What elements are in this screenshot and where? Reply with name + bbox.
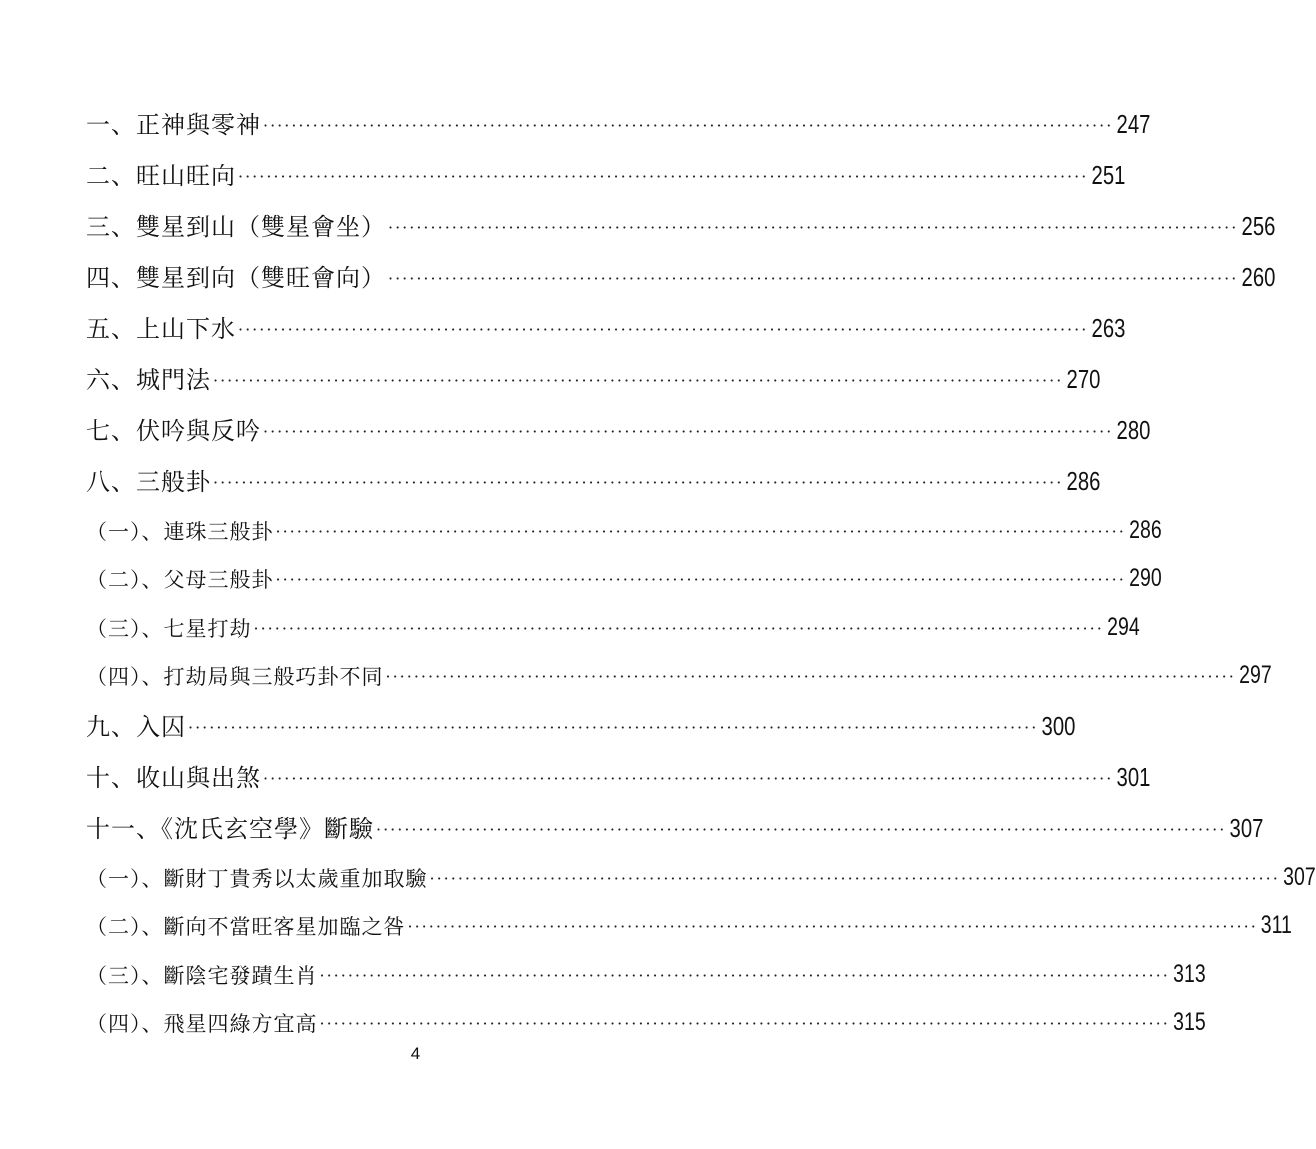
- toc-entry-title: （二）、斷向不當旺客星加臨之咎: [86, 915, 406, 939]
- toc-subentry: [86, 640, 1272, 689]
- toc-entry-title: 一、正神與零神: [86, 111, 261, 139]
- toc-dot-leader: ························································································································: [253, 618, 1104, 638]
- toc-dot-leader: ························································································································: [275, 570, 1126, 589]
- toc-entry: [86, 188, 1276, 241]
- toc-entry-title: 三、雙星到山（雙星會坐）: [86, 213, 386, 241]
- toc-dot-leader: ························································································································: [429, 868, 1280, 888]
- toc-dot-leader: ························································································································: [238, 167, 1089, 186]
- toc-entry: [86, 688, 1076, 741]
- toc-entry-page: 307: [1282, 862, 1316, 891]
- toc-entry-page: 313: [1172, 959, 1206, 988]
- toc-entry-title: （二）、父母三般卦: [86, 568, 274, 592]
- toc-dot-leader: ························································································································: [407, 917, 1258, 936]
- toc-subentry: [86, 987, 1206, 1036]
- toc-entry-title: 五、上山下水: [86, 315, 236, 343]
- page-number: 4: [410, 1044, 421, 1063]
- toc-entry: [86, 739, 1151, 792]
- toc-entry-page: 297: [1238, 661, 1272, 689]
- toc-entry-title: （三）、斷陰宅發蹟生肖: [86, 963, 318, 988]
- toc-entry-page: 280: [1116, 415, 1151, 445]
- toc-entry-page: 290: [1128, 564, 1162, 592]
- toc-entry: [86, 443, 1101, 496]
- toc-entry-title: 六、城門法: [86, 366, 211, 394]
- toc-subentry: [86, 543, 1162, 592]
- toc-dot-leader: ························································································································: [213, 371, 1064, 390]
- toc-entry-title: 八、三般卦: [86, 468, 211, 496]
- toc-entry-page: 260: [1241, 262, 1276, 292]
- toc-entry-title: 十一、《沈氏玄空學》斷驗: [86, 815, 374, 843]
- table-of-contents: [86, 86, 1316, 1036]
- toc-entry-page: 294: [1106, 612, 1140, 641]
- toc-dot-leader: ························································································································: [238, 320, 1089, 339]
- toc-dot-leader: ························································································································: [319, 1014, 1170, 1033]
- toc-entry-title: 九、入囚: [86, 713, 186, 741]
- toc-entry-title: （四）、飛星四綠方宜高: [86, 1012, 318, 1036]
- toc-entry: [86, 341, 1101, 394]
- toc-dot-leader: ························································································································: [376, 820, 1227, 839]
- toc-entry: [86, 239, 1276, 292]
- toc-dot-leader: ························································································································: [188, 718, 1039, 737]
- toc-entry-page: 301: [1116, 762, 1151, 792]
- toc-entry-title: 二、旺山旺向: [86, 162, 236, 190]
- toc-entry-title: （四）、打劫局與三般巧卦不同: [86, 665, 384, 689]
- toc-entry-title: （一）、斷財丁貴秀以太歲重加取驗: [86, 866, 428, 891]
- toc-entry-page: 300: [1041, 711, 1076, 741]
- toc-entry-page: 286: [1128, 515, 1162, 544]
- toc-subentry: [86, 494, 1162, 544]
- toc-dot-leader: ························································································································: [388, 218, 1239, 237]
- toc-dot-leader: ························································································································: [275, 521, 1126, 541]
- toc-entry-page: 263: [1091, 313, 1126, 343]
- toc-dot-leader: ························································································································: [263, 116, 1114, 135]
- toc-entry-page: 251: [1091, 160, 1126, 190]
- toc-dot-leader: ························································································································: [385, 667, 1236, 686]
- toc-entry-page: 307: [1229, 813, 1264, 843]
- toc-entry-title: 四、雙星到向（雙旺會向）: [86, 264, 386, 292]
- toc-dot-leader: ························································································································: [213, 473, 1064, 492]
- toc-entry: [86, 392, 1151, 445]
- toc-entry-page: 286: [1066, 466, 1101, 496]
- toc-subentry: [86, 841, 1316, 891]
- toc-entry-page: 270: [1066, 364, 1101, 394]
- toc-entry: [86, 790, 1264, 843]
- toc-entry-title: 十、收山與出煞: [86, 764, 261, 792]
- toc-dot-leader: ························································································································: [319, 965, 1170, 985]
- toc-dot-leader: ························································································································: [388, 269, 1239, 288]
- toc-entry-title: 七、伏吟與反吟: [86, 417, 261, 445]
- toc-entry: [86, 137, 1126, 190]
- toc-subentry: [86, 591, 1140, 641]
- toc-subentry: [86, 938, 1206, 988]
- toc-entry: [86, 86, 1151, 139]
- toc-entry-title: （三）、七星打劫: [86, 616, 252, 641]
- toc-entry-page: 247: [1116, 109, 1151, 139]
- toc-dot-leader: ························································································································: [263, 422, 1114, 441]
- toc-entry-page: 315: [1172, 1008, 1206, 1036]
- toc-entry-page: 311: [1260, 911, 1292, 939]
- toc-entry: [86, 290, 1126, 343]
- toc-subentry: [86, 890, 1292, 939]
- toc-dot-leader: ························································································································: [263, 769, 1114, 788]
- toc-entry-title: （一）、連珠三般卦: [86, 519, 274, 544]
- toc-entry-page: 256: [1241, 211, 1276, 241]
